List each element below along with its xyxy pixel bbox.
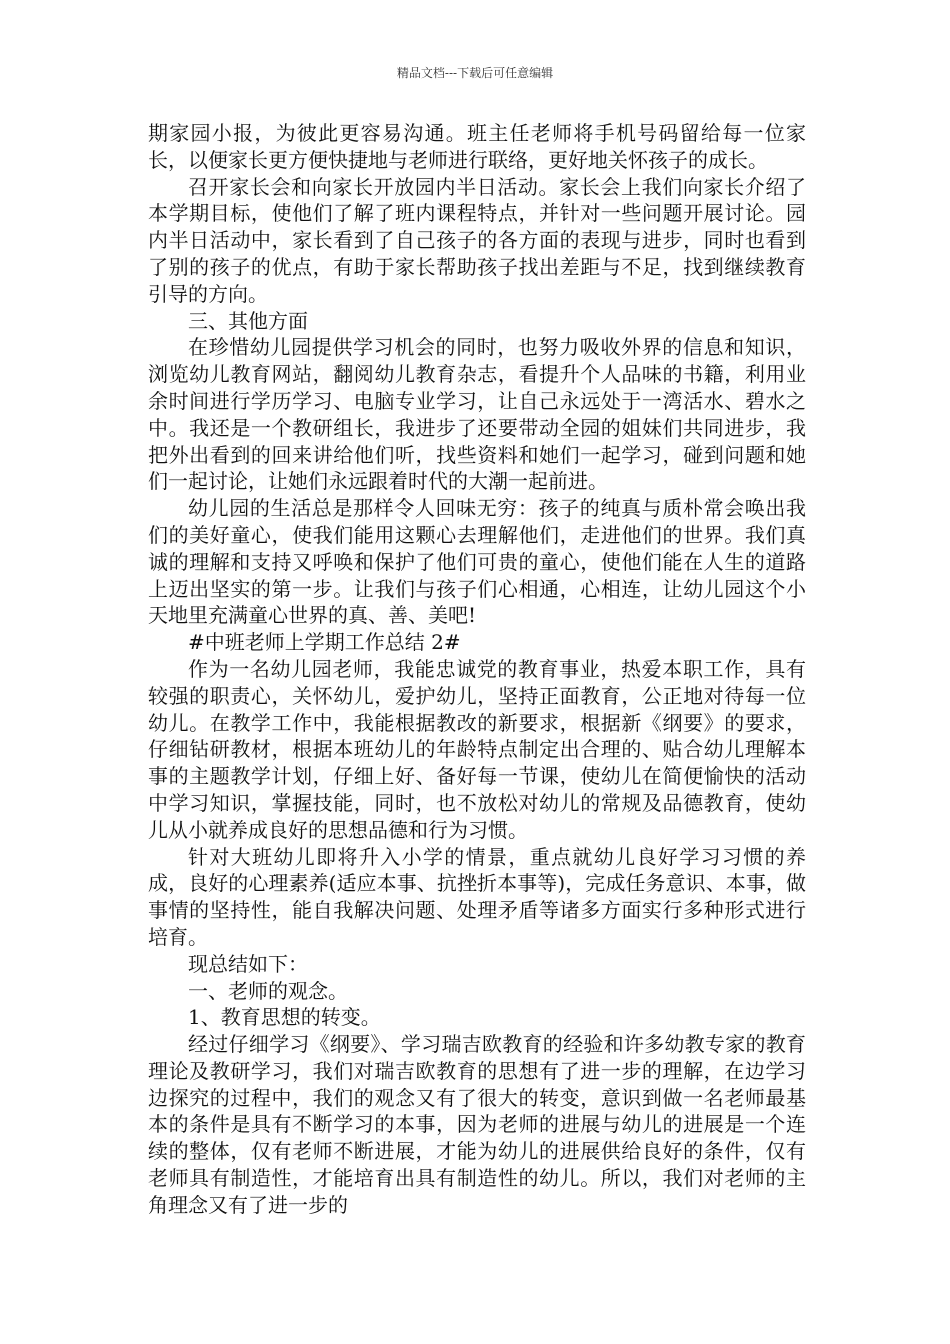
paragraph-1: 期家园小报，为彼此更容易沟通。班主任老师将手机号码留给每一位家长，以便家长更方便快捷地与老师进行联络，更好地关怀孩子的成长。 — [148, 121, 806, 172]
section-heading-teacher-concept: 一、老师的观念。 — [188, 978, 348, 1003]
section-title-summary-2: #中班老师上学期工作总结 2# — [188, 630, 461, 655]
paragraph-4: 幼儿园的生活总是那样令人回味无穷：孩子的纯真与质朴常会唤出我们的美好童心，使我们能用这颗心去理解他们，走进他们的世界。我们真诚的理解和支持又呼唤和保护了他们可贵的童心，使他们能在人生的道路上迈出坚实的第一步。让我们与孩子们心相通，心相连，让幼儿园这个小天地里充满童心世界的真、善、美吧! — [148, 496, 806, 628]
section-heading-other: 三、其他方面 — [188, 308, 308, 333]
document-body — [148, 120, 806, 1219]
paragraph-7: 经过仔细学习《纲要》、学习瑞吉欧教育的经验和许多幼教专家的教育理论及教研学习，我们对瑞吉欧教育的思想有了进一步的理解，在边学习边探究的过程中，我们的观念又有了很大的转变，意识到做一名老师最基本的条件是具有不断学习的本事，因为老师的进展与幼儿的进展是一个连续的整体，仅有老师不断进展，才能为幼儿的进展供给良好的条件，仅有老师具有制造性，才能培育出具有制造性的幼儿。所以，我们对老师的主角理念又有了进一步的 — [148, 1032, 806, 1217]
page-header: 精品文档---下载后可任意编辑 — [396, 66, 554, 80]
paragraph-summary-intro: 现总结如下： — [188, 951, 308, 976]
subsection-heading-education-thought: 1、教育思想的转变。 — [188, 1005, 381, 1030]
paragraph-5: 作为一名幼儿园老师，我能忠诚党的教育事业，热爱本职工作，具有较强的职责心，关怀幼儿，爱护幼儿，坚持正面教育，公正地对待每一位幼儿。在教学工作中，我能根据教改的新要求，根据新《纲要》的要求，仔细钻研教材，根据本班幼儿的年龄特点制定出合理的、贴合幼儿理解本事的主题教学计划，仔细上好、备好每一节课，使幼儿在简便愉快的活动中学习知识，掌握技能，同时，也不放松对幼儿的常规及品德教育，使幼儿从小就养成良好的思想品德和行为习惯。 — [148, 656, 806, 842]
paragraph-6: 针对大班幼儿即将升入小学的情景，重点就幼儿良好学习习惯的养成，良好的心理素养(适应本事、抗挫折本事等)，完成任务意识、本事，做事情的坚持性，能自我解决问题、处理矛盾等诸多方面实行多种形式进行培育。 — [148, 844, 806, 949]
paragraph-3: 在珍惜幼儿园提供学习机会的同时，也努力吸收外界的信息和知识，浏览幼儿教育网站，翻阅幼儿教育杂志，看提升个人品味的书籍，利用业余时间进行学历学习、电脑专业学习，让自己永远处于一湾活水、碧水之中。我还是一个教研组长，我进步了还要带动全园的姐妹们共同进步，我把外出看到的回来讲给他们听，找些资料和她们一起学习，碰到问题和她们一起讨论，让她们永远跟着时代的大潮一起前进。 — [148, 335, 806, 494]
paragraph-2: 召开家长会和向家长开放园内半日活动。家长会上我们向家长介绍了本学期目标，使他们了解了班内课程特点，并针对一些问题开展讨论。园内半日活动中，家长看到了自己孩子的各方面的表现与进步，同时也看到了别的孩子的优点，有助于家长帮助孩子找出差距与不足，找到继续教育引导的方向。 — [148, 174, 806, 306]
